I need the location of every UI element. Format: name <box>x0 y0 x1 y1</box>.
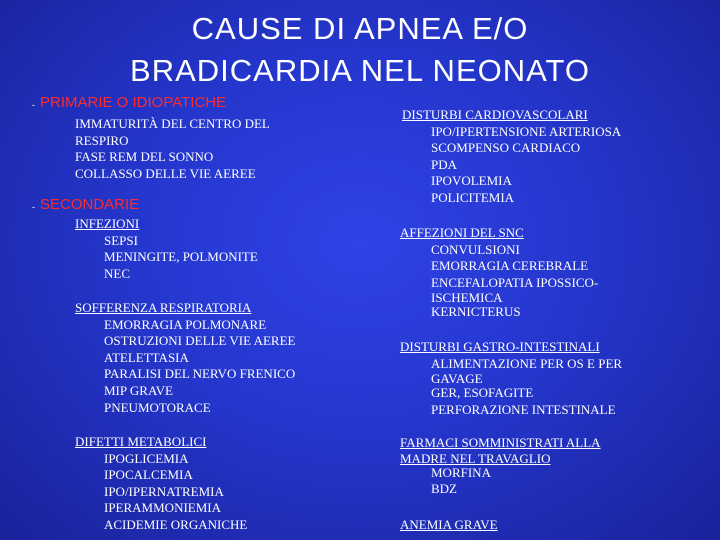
farmaci-heading-1: FARMACI SOMMINISTRATI ALLA <box>400 435 601 450</box>
list-item: CONVULSIONI <box>431 241 520 257</box>
primarie-list <box>75 116 270 182</box>
list-item: PARALISI DEL NERVO FRENICO <box>104 366 296 382</box>
list-item: PNEUMOTORACE <box>104 399 211 415</box>
list-item: BDZ <box>431 481 457 497</box>
list-item: KERNICTERUS <box>431 304 521 320</box>
cardio-block <box>402 107 621 207</box>
list-item: POLICITEMIA <box>431 189 515 205</box>
gastro-heading: DISTURBI GASTRO-INTESTINALI <box>400 339 600 354</box>
list-item: MENINGITE, POLMONITE <box>104 249 258 265</box>
bullet-primarie: - <box>32 100 35 110</box>
sofferenza-block <box>75 300 295 416</box>
bullet-secondarie: - <box>32 202 35 212</box>
list-item: ACIDEMIE ORGANICHE <box>104 516 248 532</box>
list-item: IMMATURITÀ DEL CENTRO DEL <box>75 116 270 131</box>
list-item: OSTRUZIONI DELLE VIE AEREE <box>104 333 296 349</box>
snc-heading: AFFEZIONI DEL SNC <box>400 225 524 240</box>
infezioni-heading: INFEZIONI <box>75 216 140 231</box>
list-item: ATELETTASIA <box>104 349 189 365</box>
list-item: IPOVOLEMIA <box>431 173 512 189</box>
metabolici-block <box>75 434 247 534</box>
list-item: FASE REM DEL SONNO <box>75 149 214 165</box>
anemia-heading: ANEMIA GRAVE <box>400 517 498 532</box>
infezioni-block <box>75 216 258 282</box>
list-item: IPO/IPERNATREMIA <box>104 483 224 499</box>
metabolici-heading: DIFETTI METABOLICI <box>75 434 207 449</box>
list-item: PERFORAZIONE INTESTINALE <box>431 401 616 417</box>
list-item: IPOCALCEMIA <box>104 467 193 483</box>
list-item: ENCEFALOPATIA IPOSSICO- <box>431 274 599 290</box>
farmaci-block <box>400 435 601 498</box>
list-item: IPERAMMONIEMIA <box>104 500 221 516</box>
list-item: NEC <box>104 265 130 281</box>
list-item: EMORRAGIA POLMONARE <box>104 316 267 332</box>
list-item: SCOMPENSO CARDIACO <box>431 140 581 156</box>
list-item: GAVAGE <box>431 371 483 387</box>
slide-title <box>0 8 720 92</box>
list-item: RESPIRO <box>75 132 129 148</box>
secondarie-heading: SECONDARIE <box>40 196 140 213</box>
list-item: ALIMENTAZIONE PER OS E PER <box>431 355 623 371</box>
list-item: GER, ESOFAGITE <box>431 385 534 401</box>
primarie-heading: PRIMARIE O IDIOPATICHE <box>40 94 227 111</box>
list-item: COLLASSO DELLE VIE AEREE <box>75 165 256 181</box>
snc-block <box>400 225 598 321</box>
list-item: EMORRAGIA CEREBRALE <box>431 258 589 274</box>
list-item: MIP GRAVE <box>104 382 173 398</box>
cardio-heading: DISTURBI CARDIOVASCOLARI <box>402 107 588 122</box>
gastro-block <box>400 339 622 418</box>
list-item: IPO/IPERTENSIONE ARTERIOSA <box>431 123 622 139</box>
list-item: IPOGLICEMIA <box>104 450 189 466</box>
list-item: ISCHEMICA <box>431 290 503 306</box>
list-item: SEPSI <box>104 232 138 248</box>
list-item: MORFINA <box>431 464 491 480</box>
farmaci-heading-2: MADRE NEL TRAVAGLIO <box>400 450 551 466</box>
title-line-2: BRADICARDIA NEL NEONATO <box>130 53 590 88</box>
title-line-1: CAUSE DI APNEA E/O <box>191 11 529 46</box>
list-item: PDA <box>431 156 458 172</box>
sofferenza-heading: SOFFERENZA RESPIRATORIA <box>75 300 252 315</box>
